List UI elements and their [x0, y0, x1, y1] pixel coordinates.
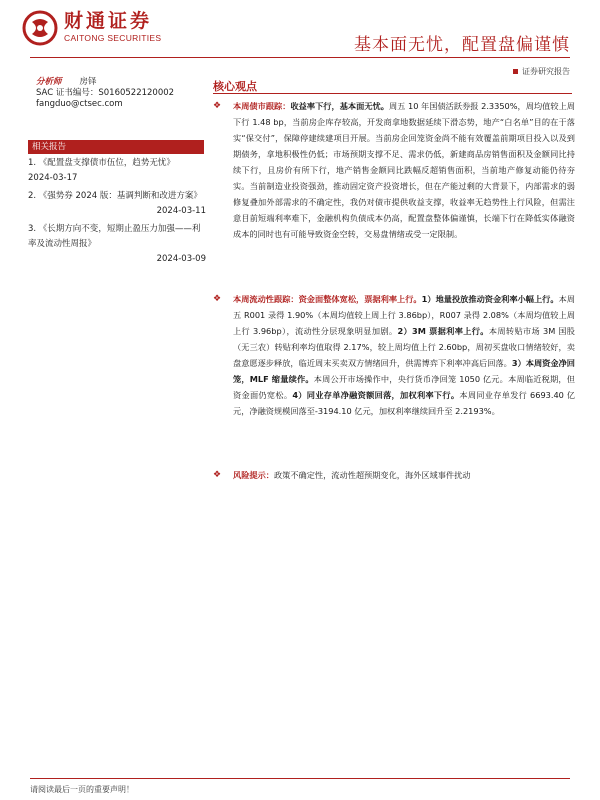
related-report-title: 3. 《长期方向不变，短期止盈压力加强——利率及流动性周报》 [28, 224, 201, 249]
logo-chinese-name: 财通证券 [64, 10, 153, 32]
title-divider [30, 57, 570, 58]
point-number: 3） [511, 358, 526, 368]
core-views-divider [213, 93, 572, 94]
point-bold: 本周资金净回笼，MLF 缩量续作。 [233, 358, 575, 384]
diamond-bullet-icon: ❖ [213, 470, 222, 480]
point-number: 2） [397, 326, 413, 336]
point-text: 本周公开市场操作中，央行货币净回笼 1050 亿元。本周临近税期，但资金面仍宽松。 [233, 374, 575, 400]
point-bold: 地量投放推动资金利率小幅上行。 [435, 294, 559, 304]
diamond-bullet-icon: ❖ [213, 294, 222, 304]
logo-english-name: CAITONG SECURITIES [64, 33, 162, 43]
point-bold: 同业存单净融资额回落，加权利率下行。 [306, 390, 460, 400]
report-type [513, 66, 570, 77]
diamond-bullet-icon: ❖ [213, 101, 222, 111]
report-type-label: 证券研究报告 [522, 67, 570, 76]
footer-disclaimer: 请阅读最后一页的重要声明！ [30, 785, 134, 794]
core-views-title: 核心观点 [213, 80, 257, 93]
point-bold: 3M 票据利率上行。 [412, 326, 489, 336]
point-text: 本周同业存单发行 6693.40 亿元，净融资规模回落至-3194.10 亿元，加权利率继续回升至 2.2193%。 [233, 390, 575, 416]
related-report-item[interactable] [28, 189, 206, 219]
point-text: 本周五 R001 录得 1.90%（本周均值较上周上行 3.86bp），R007 录得 2.08%（本周均值较上周上行 3.96bp），流动性分层现象明显加剧。 [233, 294, 575, 336]
liquidity-tracking [213, 291, 575, 419]
related-report-title: 1. 《配置盘支撑债市伍位，趋势无忧》 [28, 158, 175, 168]
company-logo [20, 8, 190, 50]
analyst-name: 房铎 [79, 77, 97, 87]
square-bullet-icon [513, 69, 518, 74]
point-text: 本周转贴市场 3M 国股（无三农）转贴利率均值取得 2.17%，较上周均值上行 2.60bp，周初买盘收口情绪较好，卖盘意愿逐步释放，临近周末买卖双方情绪回升，供需博弈下利率冲高后回落。 [233, 326, 575, 368]
related-report-date: 2024-03-11 [156, 206, 206, 216]
footer-divider [30, 778, 570, 779]
point-number: 1） [421, 294, 436, 304]
related-report-item[interactable] [28, 156, 206, 186]
related-report-title: 2. 《强势券 2024 版：基调判断和改进方案》 [28, 191, 202, 201]
bullet-heading: 本周债市跟踪： [233, 101, 291, 111]
bullet-heading: 本周流动性跟踪：资金面整体宽松，票据利率上行。 [233, 294, 422, 304]
bond-market-tracking [213, 98, 575, 242]
bullet-text: 政策不确定性，流动性超预期变化，海外区域事件扰动 [273, 470, 471, 480]
related-report-item[interactable] [28, 222, 206, 267]
related-report-date: 2024-03-17 [28, 173, 78, 183]
bullet-text: 周五 10 年国债活跃券报 2.3350%，周均值较上周下行 1.48 bp，当前房企库存较高，开发商拿地数据延续下滑态势，地产“白名单”目的在于落实“保交付”，保障停建续建项目开展。当前房企回笼资金尚不能有效覆盖前期项目投入以及到期债务，拿地积极性仍低；市场预期支撑不足、需求仍低，新建商品房销售面积及金额同比持续下行，且房价有所下行，地产销售金额同比跌幅反超销售面积，当前地产修复动能仍待夯实。当前制造业投资强劲，推动固定资产投资增长，但在产能过剩的大背景下，内部需求的弱修复叠加外部需求的不确定性，我仍对债市提供收益支撑，收益率无趋势性上行风险，但需注意目前短端利率难下，金融机构负债成本仍高，配置盘整体偏谨慎，长端下行在降低实体融资成本的同时也有可能导致资金空转，交易盘情绪或受一定限制。 [233, 101, 575, 239]
bullet-bold-summary: 收益率下行，基本面无忧。 [290, 101, 389, 111]
related-reports-title: 相关报告 [32, 142, 67, 152]
risk-warning [213, 467, 575, 483]
logo-emblem-icon [22, 10, 58, 46]
bullet-heading: 风险提示： [233, 470, 274, 480]
document-title: 基本面无忧，配置盘偏谨慎 [354, 35, 570, 55]
related-reports-list [28, 156, 206, 270]
analyst-sac: SAC 证书编号：S0160522120002 [36, 88, 175, 98]
analyst-label: 分析师 [36, 77, 62, 87]
point-number: 4） [292, 390, 307, 400]
analyst-email: fangduo@ctsec.com [36, 99, 123, 109]
analyst-info [36, 77, 206, 110]
related-report-date: 2024-03-09 [156, 254, 206, 264]
